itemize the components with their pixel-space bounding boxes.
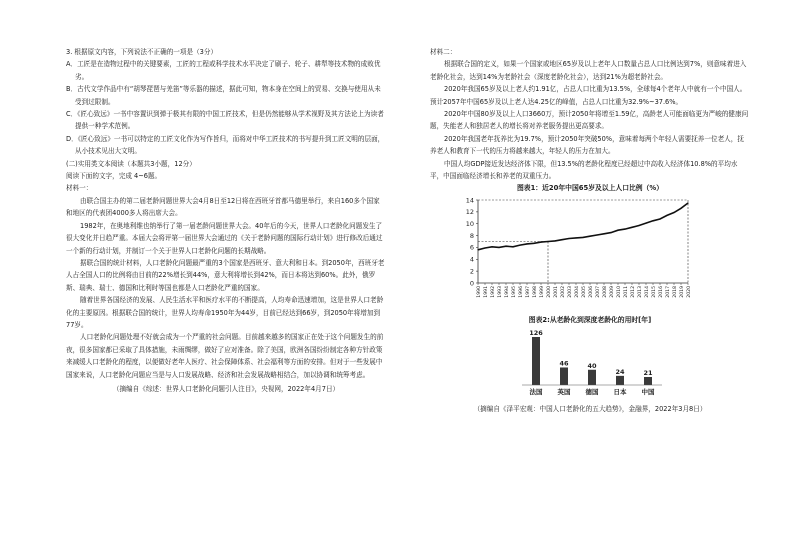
bar-0	[532, 337, 540, 385]
x-tick-label: 2019	[680, 285, 685, 298]
series-line	[478, 203, 688, 250]
data-point	[673, 212, 674, 213]
figure2-title: 图表2:从老龄化到深度老龄化的用时[年]	[528, 316, 652, 325]
y-tick-label: 6	[469, 243, 474, 252]
bar-value-label: 24	[615, 367, 625, 376]
x-tick-label: 2014	[645, 285, 650, 298]
x-tick-label: 2016	[659, 285, 664, 298]
data-point	[631, 227, 632, 228]
x-tick-label: 2018	[673, 285, 678, 298]
x-tick-label: 2012	[631, 285, 636, 298]
data-point	[498, 247, 499, 248]
material1-source: （摘编自《综述：世界人口老龄化问题引人注目》，央视网，2022年4月7日）	[112, 384, 340, 393]
material2-source: （摘编自《泽平宏观：中国人口老龄化的五大趋势》，金融界，2022年3月8日）	[473, 405, 707, 414]
material2-paragraph: 中国人均GDP接近发达经济体下限，但13.5%的老龄化程度已经超过中高收入经济体10.8%的平均水平，中国面临经济增长和养老的双重压力。	[430, 159, 738, 181]
data-point	[638, 225, 639, 226]
category-label: 英国	[557, 387, 571, 396]
x-tick-label: 1993	[498, 285, 503, 298]
data-point	[659, 218, 660, 219]
bar-2	[588, 369, 596, 384]
material2-title: 材料二：	[430, 48, 457, 56]
option-d: D．《匠心致远》一书可以特定的工匠文化作为写作旨归，而将对中华工匠技术的书写提升到工匠文明的层面，从小技术见出大文明。	[66, 134, 385, 156]
x-tick-label: 2011	[624, 285, 629, 298]
x-tick-label: 1998	[533, 285, 538, 298]
material2-paragraph: 2020年我国65岁及以上老人约1.91亿，占总人口比重为13.5%，全球每4个老年人中就有一个中国人。预计2057年中国65岁及以上老人达4.25亿的峰值，占总人口比重为32.9%~37.6%。	[430, 85, 747, 106]
y-tick-label: 4	[469, 255, 474, 264]
x-tick-label: 2004	[575, 285, 580, 298]
data-point	[526, 243, 527, 244]
x-tick-label: 2020	[687, 285, 692, 298]
data-point	[554, 240, 555, 241]
data-point	[596, 234, 597, 235]
data-point	[610, 232, 611, 233]
data-point	[519, 244, 520, 245]
y-tick-label: 8	[469, 231, 474, 240]
data-point	[484, 247, 485, 248]
x-tick-label: 1990	[477, 285, 482, 298]
data-point	[505, 246, 506, 247]
x-tick-label: 2006	[589, 285, 594, 298]
y-tick-label: 14	[465, 196, 474, 205]
x-tick-label: 1992	[491, 285, 496, 298]
x-tick-label: 1991	[484, 285, 489, 298]
data-point	[603, 233, 604, 234]
x-tick-label: 2010	[617, 285, 622, 298]
data-point	[582, 237, 583, 238]
x-tick-label: 1995	[512, 285, 517, 298]
data-point	[547, 241, 548, 242]
left-column	[66, 46, 386, 395]
material1-paragraph: 人口老龄化问题处理不好就会成为一个严重的社会问题。目前越来越多的国家正在处于这个问题发生的前夜，很多国家都已采取了具体措施，未雨绸缪，做好了应对准备。除了美国，欧洲各国纷纷制定各种方针政策来减缓人口老龄化的程度，以便做好老年人医疗、社会保障体系、社会福利等方面的安排。但对于一些发展中国家来说，人口老龄化问题应当是与人口发展战略、经济和社会发展战略相结合，加以协调和统筹考虑。	[66, 333, 384, 379]
x-tick-label: 2013	[638, 285, 643, 298]
x-tick-label: 1994	[505, 285, 510, 298]
data-point	[680, 208, 681, 209]
data-point	[645, 222, 646, 223]
material2-paragraph: 根据联合国的定义，如果一个国家或地区65岁及以上老年人口数量占总人口比例达到7%，则意味着进入老龄化社会，达到14%为老龄社会（深度老龄化社会），达到21%为超老龄社会。	[430, 60, 747, 81]
data-point	[540, 241, 541, 242]
x-tick-label: 1996	[519, 285, 524, 298]
category-label: 德国	[585, 387, 599, 396]
data-point	[568, 238, 569, 239]
option-c: C．《匠心致远》一书中容置识到弹于极其有限的中国工匠技术，但是仍然能够从学术视野及其方法论上为读者提供一种学术范例。	[66, 110, 384, 131]
reading-instruction: 阅读下面的文字，完成 4~6题。	[66, 172, 162, 181]
figure1-title: 图表1：近20年中国65岁及以上人口比例（%）	[516, 184, 663, 193]
data-point	[666, 215, 667, 216]
bar-3	[616, 376, 624, 385]
data-point	[512, 246, 513, 247]
material1-title: 材料一：	[66, 184, 93, 193]
category-label: 中国	[641, 387, 655, 396]
data-point	[491, 246, 492, 247]
y-tick-label: 12	[465, 208, 474, 217]
x-tick-label: 2002	[561, 285, 566, 298]
material1-paragraph: 1982年，在奥地利维也纳举行了第一届老龄问题世界大会。40年后的今天，世界人口老龄化问题发生了很大变化并日趋严重。本届大会将评第一届世界大会通过的《关于老龄问题的国际行动计划》进行修改后通过一个新的行动计划，并制订一个关于世界人口老龄化问题的长期战略。	[66, 221, 383, 255]
material1-paragraph: 随着世界各国经济的发展、人民生活水平和医疗水平的不断提高，人均寿命迅速增加，这是世界人口老龄化的主要原因。根据联合国的统计，世界人均寿命1950年为44岁，目前已经达到66岁，到2050年将增加到77岁。	[66, 296, 384, 329]
x-tick-label: 2009	[610, 285, 615, 298]
y-tick-label: 10	[465, 219, 474, 228]
data-point	[617, 230, 618, 231]
data-point	[589, 235, 590, 236]
section-heading: (二)实用类文本阅读（本题共3小题，12分）	[66, 159, 196, 168]
x-tick-label: 2001	[554, 285, 559, 298]
material2-paragraph: 2020年中国80岁及以上人口3660万，预计2050年将增至1.59亿，高龄老人可能面临更为严峻的健康问题，失能老人和独居老人的增长将对养老服务提出更高要求。	[430, 110, 749, 131]
x-tick-label: 2005	[582, 285, 587, 298]
figure1-line-chart	[430, 195, 750, 310]
data-point	[575, 237, 576, 238]
y-tick-label: 2	[469, 267, 474, 276]
x-tick-label: 2007	[596, 285, 601, 298]
data-point	[561, 239, 562, 240]
material1-paragraph: 据联合国的统计材料，人口老龄化问题最严重的3个国家是西班牙、意大利和日本。到2050年，西班牙老人占全国人口的比例将由目前的22%增长到44%，意大利将增长到42%，而日本将达到60%。此外，俄罗斯、瑞典、瑞士、德国和比利时等国也都是人口老龄化严重的国家。	[66, 258, 385, 292]
y-tick-label: 0	[469, 279, 474, 288]
bar-value-label: 126	[529, 328, 543, 337]
category-label: 日本	[613, 387, 627, 396]
material1-paragraph: 由联合国主办的第二届老龄问题世界大会4月8日至12日将在西班牙首都马德里举行，来自160多个国家和地区的代表团4000多人将出席大会。	[66, 196, 380, 218]
x-tick-label: 1997	[526, 285, 531, 298]
category-label: 法国	[529, 387, 543, 396]
question3-stem: 3. 根据原文内容，下列说法不正确的一项是（3分）	[66, 48, 218, 56]
x-tick-label: 2017	[666, 285, 671, 298]
material2-paragraph: 2020年我国老年抚养比为19.7%，预计2050年突破50%，意味着每两个年轻人需要抚养一位老人，抚养老人和教育下一代的压力将越来越大，年轻人的压力在加大。	[430, 134, 744, 156]
bar-1	[560, 367, 568, 385]
x-tick-label: 1999	[540, 285, 545, 298]
bar-value-label: 40	[587, 361, 597, 370]
bar-value-label: 21	[643, 368, 653, 377]
x-tick-label: 2000	[547, 285, 552, 298]
bar-4	[644, 377, 652, 385]
option-b: B．古代文学作品中有“胡琴琵琶与羌笛”等乐器的描述，据此可知，物本身在空间上的贸易、交换与使用从未受到过限制。	[66, 85, 381, 106]
data-point	[687, 202, 688, 203]
data-point	[533, 243, 534, 244]
x-tick-label: 2003	[568, 285, 573, 298]
data-point	[652, 220, 653, 221]
data-point	[477, 249, 478, 250]
data-point	[624, 228, 625, 229]
option-a: A．工匠是在造物过程中的关键要素，工匠的工程或科学技术水平决定了刷子、轮子、耕犁等技术物的成败优劣。	[66, 60, 381, 81]
figure2-bar-chart	[430, 327, 750, 397]
right-column	[430, 46, 750, 416]
x-tick-label: 2008	[603, 285, 608, 298]
bar-value-label: 46	[559, 359, 569, 368]
x-tick-label: 2015	[652, 285, 657, 298]
